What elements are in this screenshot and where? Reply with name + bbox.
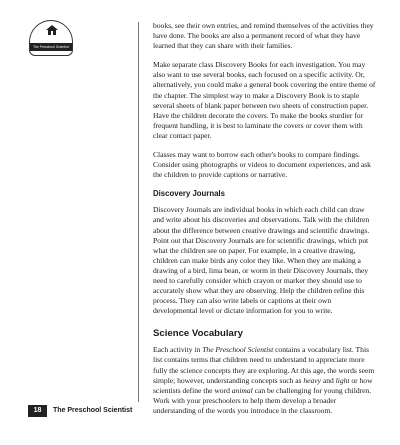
body-paragraph: Discovery Journals are individual books in which each child can draw and write about his discoveries and observations. Talk with the children about the difference between creative drawings and scientific drawings. Point out that Discovery Journals are for scientific drawings, which put what the children see on paper. For example, in a creative drawing, children can make birds any color they like. When they are making a drawing of a bird, lima bean, or worm in their Discovery Journals, they need to carefully consider which crayon or marker they should use to accurately show what they are observing. Help the children refine this process. They can also write labels or captions at their own developmental level or dictate information for you to write. <box>153 205 370 316</box>
publisher-logo <box>29 20 73 56</box>
margin-rule <box>138 22 139 402</box>
section-heading-discovery-journals: Discovery Journals <box>153 189 225 199</box>
book-title: The Preschool Scientist <box>53 407 133 414</box>
house-icon <box>46 25 58 35</box>
logo-text: The Preschool Scientist <box>30 43 72 51</box>
body-paragraph: Make separate class Discovery Books for each investigation. You may also want to use several books, each focused on a specific activity. Or, alternatively, you could make a general book covering the entire theme of the chapter. The simplest way to make a Discovery Book is to staple several sheets of blank paper between two sheets of construction paper. Have the children decorate the covers. To make the books sturdier for frequent handling, it is best to laminate the covers or cover them with clear contact paper. <box>153 60 376 140</box>
body-paragraph: Classes may want to borrow each other's books to compare findings. Consider using photographs or videos to document experiences, and ask the children to provide captions or narrative. <box>153 150 371 180</box>
body-paragraph: Each activity in The Preschool Scientist contains a vocabulary list. This list contains terms that children need to understand to appreciate more fully the science concepts they are exploring. At this age, the words seem simple; however, understanding concepts such as heavy and light or how scientists define the word animal can be challenging for young children. Work with your preschoolers to help them develop a broader understanding of the words you introduce in the classroom. <box>153 345 375 415</box>
body-paragraph: books, see their own entries, and remind themselves of the activities they have done. The books are also a permanent record of what they have learned that they can share with their families. <box>153 21 374 51</box>
page-number: 18 <box>28 405 47 417</box>
section-heading-science-vocabulary: Science Vocabulary <box>153 328 243 340</box>
main-text <box>153 21 376 425</box>
